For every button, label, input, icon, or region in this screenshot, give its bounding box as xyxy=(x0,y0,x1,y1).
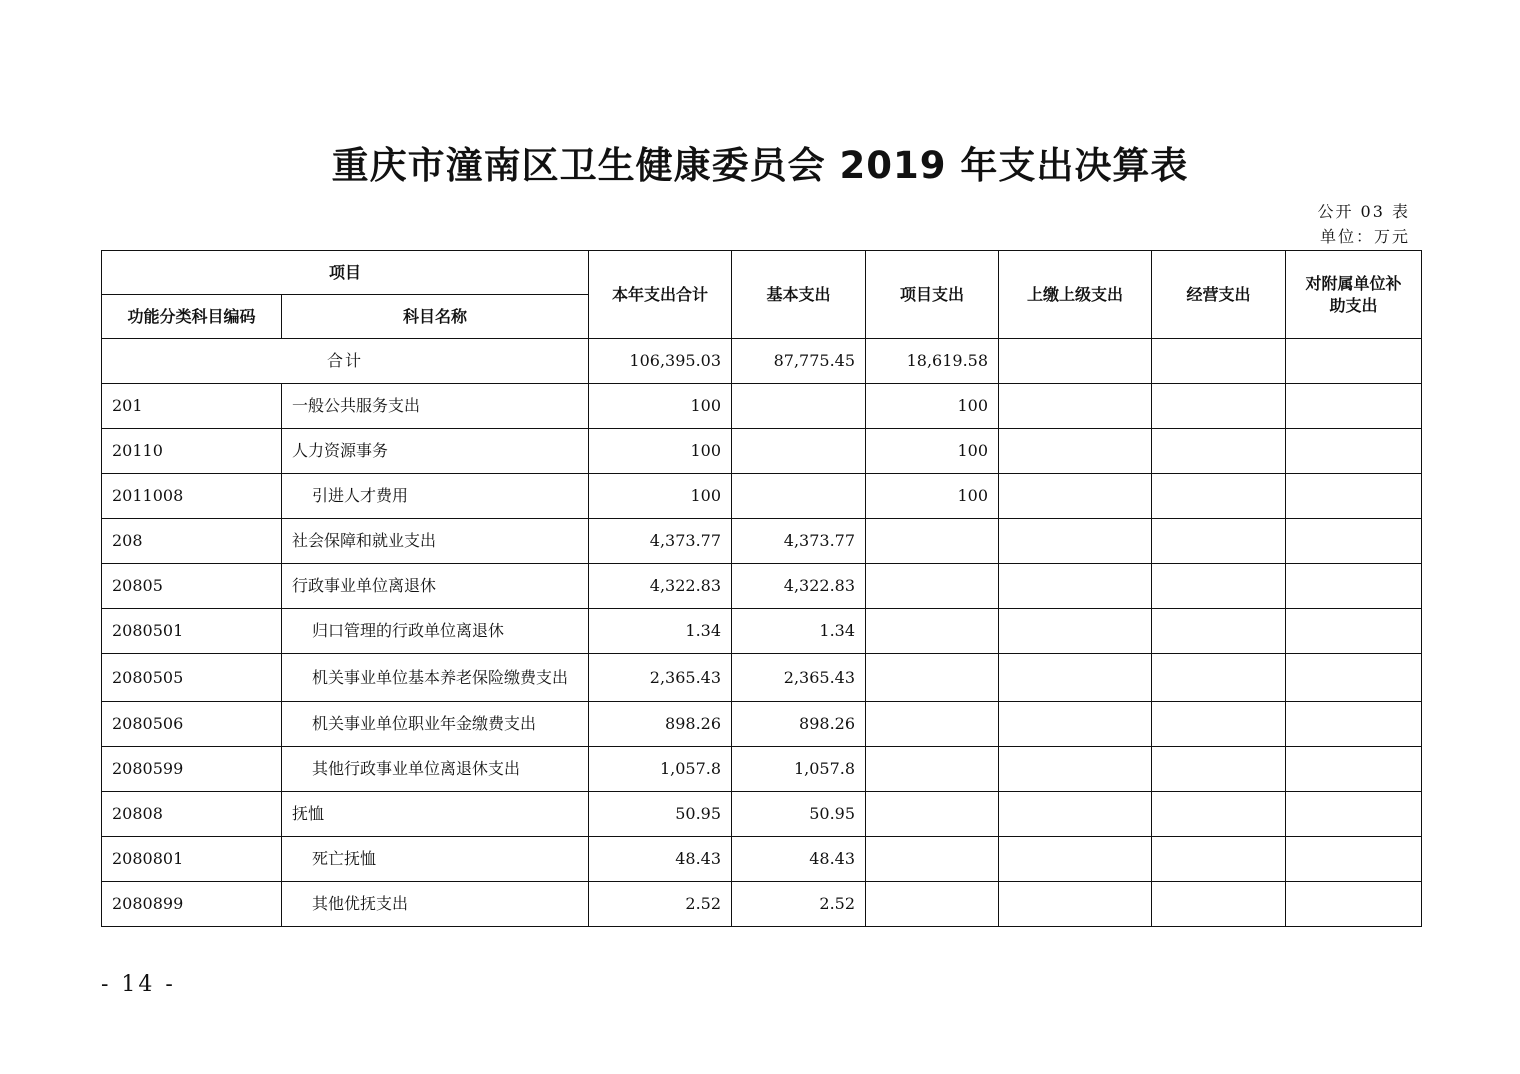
subsidiary-cell xyxy=(1286,609,1422,654)
total-label: 合计 xyxy=(102,339,589,384)
business-cell xyxy=(1152,564,1286,609)
business-cell xyxy=(1152,792,1286,837)
name-cell: 机关事业单位基本养老保险缴费支出 xyxy=(282,654,589,702)
upper-cell xyxy=(999,882,1152,927)
name-cell: 抚恤 xyxy=(282,792,589,837)
code-cell: 2080505 xyxy=(102,654,282,702)
code-cell: 20110 xyxy=(102,429,282,474)
table-row xyxy=(102,792,1422,837)
table-row xyxy=(102,702,1422,747)
subsidiary-cell xyxy=(1286,519,1422,564)
basic-cell: 1,057.8 xyxy=(732,747,866,792)
total-cell: 898.26 xyxy=(589,702,732,747)
name-cell: 其他优抚支出 xyxy=(282,882,589,927)
business-cell xyxy=(1152,654,1286,702)
business-cell xyxy=(1152,837,1286,882)
code-cell: 201 xyxy=(102,384,282,429)
code-cell: 20805 xyxy=(102,564,282,609)
form-number: 公开 03 表 xyxy=(1317,202,1410,221)
name-cell: 死亡抚恤 xyxy=(282,837,589,882)
header-project: 项目支出 xyxy=(866,251,999,339)
name-cell: 社会保障和就业支出 xyxy=(282,519,589,564)
total-cell: 100 xyxy=(589,429,732,474)
subsidiary-cell xyxy=(1286,474,1422,519)
upper-cell xyxy=(999,339,1152,384)
code-cell: 2080899 xyxy=(102,882,282,927)
code-cell: 2080501 xyxy=(102,609,282,654)
code-cell: 2080506 xyxy=(102,702,282,747)
project-cell xyxy=(866,837,999,882)
upper-cell xyxy=(999,609,1152,654)
basic-cell: 2,365.43 xyxy=(732,654,866,702)
name-cell: 引进人才费用 xyxy=(282,474,589,519)
business-cell xyxy=(1152,384,1286,429)
table-row xyxy=(102,564,1422,609)
project-cell: 100 xyxy=(866,429,999,474)
project-cell xyxy=(866,519,999,564)
project-cell: 100 xyxy=(866,384,999,429)
project-cell: 18,619.58 xyxy=(866,339,999,384)
table-row xyxy=(102,837,1422,882)
code-cell: 2011008 xyxy=(102,474,282,519)
header-item-group: 项目 xyxy=(102,251,589,295)
total-cell: 4,373.77 xyxy=(589,519,732,564)
table-row xyxy=(102,474,1422,519)
code-cell: 2080801 xyxy=(102,837,282,882)
total-cell: 50.95 xyxy=(589,792,732,837)
total-cell: 100 xyxy=(589,384,732,429)
basic-cell xyxy=(732,429,866,474)
subsidiary-cell xyxy=(1286,792,1422,837)
basic-cell xyxy=(732,384,866,429)
subsidiary-cell xyxy=(1286,564,1422,609)
business-cell xyxy=(1152,747,1286,792)
upper-cell xyxy=(999,429,1152,474)
table-header xyxy=(102,251,1422,339)
total-cell: 2.52 xyxy=(589,882,732,927)
expenditure-table xyxy=(101,250,1422,927)
total-cell: 4,322.83 xyxy=(589,564,732,609)
table-body xyxy=(102,339,1422,927)
business-cell xyxy=(1152,474,1286,519)
subsidiary-cell xyxy=(1286,384,1422,429)
header-upper: 上缴上级支出 xyxy=(999,251,1152,339)
basic-cell: 4,373.77 xyxy=(732,519,866,564)
upper-cell xyxy=(999,654,1152,702)
name-cell: 机关事业单位职业年金缴费支出 xyxy=(282,702,589,747)
basic-cell: 1.34 xyxy=(732,609,866,654)
upper-cell xyxy=(999,564,1152,609)
project-cell xyxy=(866,747,999,792)
upper-cell xyxy=(999,474,1152,519)
business-cell xyxy=(1152,339,1286,384)
table-row xyxy=(102,609,1422,654)
upper-cell xyxy=(999,837,1152,882)
page-number: - 14 - xyxy=(101,972,176,997)
upper-cell xyxy=(999,519,1152,564)
basic-cell: 4,322.83 xyxy=(732,564,866,609)
total-row xyxy=(102,339,1422,384)
subsidiary-cell xyxy=(1286,654,1422,702)
name-cell: 人力资源事务 xyxy=(282,429,589,474)
table-row xyxy=(102,654,1422,702)
total-cell: 48.43 xyxy=(589,837,732,882)
business-cell xyxy=(1152,882,1286,927)
upper-cell xyxy=(999,384,1152,429)
code-cell: 20808 xyxy=(102,792,282,837)
total-cell: 2,365.43 xyxy=(589,654,732,702)
business-cell xyxy=(1152,429,1286,474)
table-row xyxy=(102,882,1422,927)
total-cell: 106,395.03 xyxy=(589,339,732,384)
project-cell xyxy=(866,654,999,702)
business-cell xyxy=(1152,609,1286,654)
total-cell: 100 xyxy=(589,474,732,519)
basic-cell: 48.43 xyxy=(732,837,866,882)
project-cell xyxy=(866,564,999,609)
subsidiary-cell xyxy=(1286,702,1422,747)
header-code: 功能分类科目编码 xyxy=(102,295,282,339)
project-cell xyxy=(866,609,999,654)
name-cell: 行政事业单位离退休 xyxy=(282,564,589,609)
header-business: 经营支出 xyxy=(1152,251,1286,339)
basic-cell: 50.95 xyxy=(732,792,866,837)
page-title: 重庆市潼南区卫生健康委员会 2019 年支出决算表 xyxy=(331,144,1189,187)
total-cell: 1,057.8 xyxy=(589,747,732,792)
business-cell xyxy=(1152,519,1286,564)
upper-cell xyxy=(999,747,1152,792)
upper-cell xyxy=(999,702,1152,747)
upper-cell xyxy=(999,792,1152,837)
table-row xyxy=(102,384,1422,429)
header-subsidiary: 对附属单位补助支出 xyxy=(1286,251,1422,339)
name-cell: 一般公共服务支出 xyxy=(282,384,589,429)
project-cell xyxy=(866,882,999,927)
total-cell: 1.34 xyxy=(589,609,732,654)
unit-label: 单位：万元 xyxy=(1319,227,1410,246)
project-cell xyxy=(866,702,999,747)
table-row xyxy=(102,519,1422,564)
basic-cell xyxy=(732,474,866,519)
table-row xyxy=(102,429,1422,474)
subsidiary-cell xyxy=(1286,882,1422,927)
subsidiary-cell xyxy=(1286,747,1422,792)
header-total: 本年支出合计 xyxy=(589,251,732,339)
code-cell: 208 xyxy=(102,519,282,564)
project-cell xyxy=(866,792,999,837)
subsidiary-cell xyxy=(1286,429,1422,474)
header-name: 科目名称 xyxy=(282,295,589,339)
table-row xyxy=(102,747,1422,792)
subsidiary-cell xyxy=(1286,339,1422,384)
name-cell: 归口管理的行政单位离退休 xyxy=(282,609,589,654)
basic-cell: 87,775.45 xyxy=(732,339,866,384)
header-basic: 基本支出 xyxy=(732,251,866,339)
code-cell: 2080599 xyxy=(102,747,282,792)
basic-cell: 2.52 xyxy=(732,882,866,927)
basic-cell: 898.26 xyxy=(732,702,866,747)
subsidiary-cell xyxy=(1286,837,1422,882)
name-cell: 其他行政事业单位离退休支出 xyxy=(282,747,589,792)
project-cell: 100 xyxy=(866,474,999,519)
business-cell xyxy=(1152,702,1286,747)
